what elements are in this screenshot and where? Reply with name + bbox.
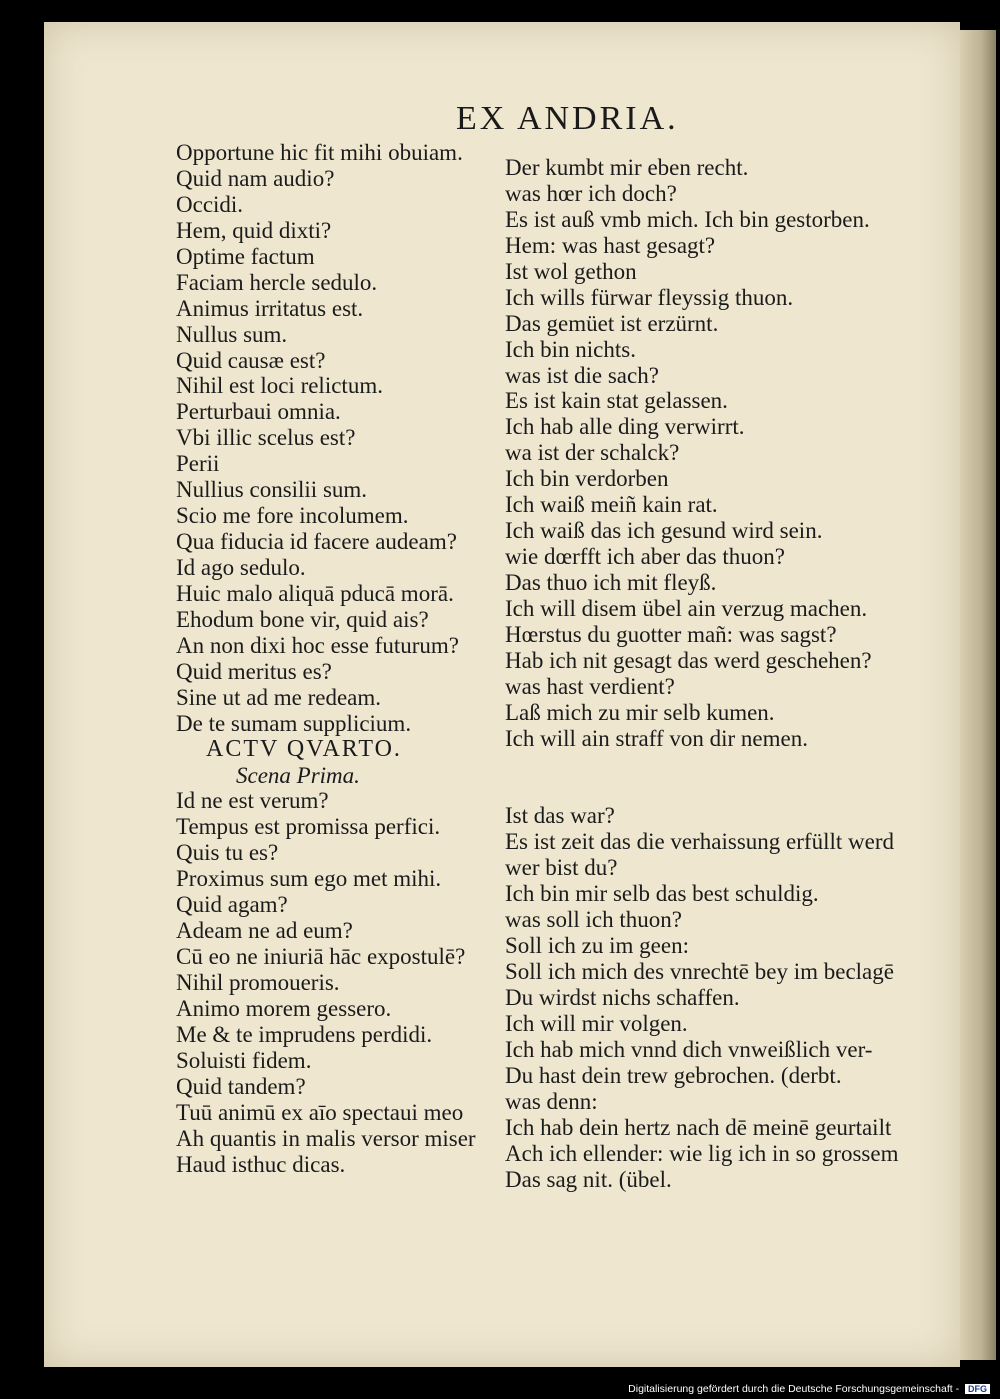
latin-line: Id ne est verum? <box>176 788 329 814</box>
german-line: Ist wol gethon <box>505 258 637 284</box>
german-line: Ich bin nichts. <box>505 336 636 362</box>
german-line: Es ist auß vmb mich. Ich bin gestorben. <box>505 206 870 232</box>
german-line: Das sag nit. (übel. <box>505 1166 672 1192</box>
latin-line: Huic malo aliquā pducā morā. <box>176 580 454 606</box>
latin-line: Me & te imprudens perdidi. <box>176 1021 433 1047</box>
latin-line: Nullus sum. <box>176 321 288 347</box>
german-line <box>505 752 945 778</box>
latin-line: Nullius consilii sum. <box>176 477 368 503</box>
latin-line: De te sumam supplicium. <box>176 710 412 736</box>
german-line: Ich waiß das ich gesund wird sein. <box>505 518 823 544</box>
latin-line: Opportune hic fit mihi obuiam. <box>176 140 463 165</box>
german-line: wie dœrfft ich aber das thuon? <box>505 544 785 570</box>
german-line: was hœr ich doch? <box>505 180 677 206</box>
latin-line: Quid agam? <box>176 892 288 918</box>
latin-line: Quid nam audio? <box>176 165 335 191</box>
german-line: Hœrstus du guotter mañ: was sagst? <box>505 621 837 647</box>
latin-line: Vbi illic scelus est? <box>176 425 356 451</box>
german-line: Ich will mir volgen. <box>505 1010 688 1036</box>
german-column <box>505 155 945 1193</box>
german-line: Soll ich zu im geen: <box>505 933 689 959</box>
german-line: was ist die sach? <box>505 362 659 388</box>
german-line: Du hast dein trew gebrochen. (derbt. <box>505 1062 842 1088</box>
german-line: Soll ich mich des vnrechtē bey im beclagē <box>505 959 894 985</box>
german-line: Ich wills fürwar fleyssig thuon. <box>505 284 794 310</box>
german-line: Das thuo ich mit fleyß. <box>505 570 717 595</box>
latin-line: Id ago sedulo. <box>176 555 306 580</box>
german-line: Ich bin verdorben <box>505 466 669 492</box>
latin-line: An non dixi hoc esse futurum? <box>176 632 459 658</box>
german-line: Ich waiß meiñ kain rat. <box>505 492 718 518</box>
latin-line: Tuū animū ex aīo spectaui meo <box>176 1099 464 1125</box>
german-line: Ich will disem übel ain verzug machen. <box>505 595 868 621</box>
latin-line: Soluisti fidem. <box>176 1047 312 1073</box>
german-line: Ich will ain straff von dir nemen. <box>505 725 808 751</box>
page-header: EX ANDRIA. <box>456 100 679 137</box>
german-line: Ich hab mich vnnd dich vnweißlich ver- <box>505 1036 873 1062</box>
german-line: Es ist kain stat gelassen. <box>505 388 728 414</box>
german-line: Ach ich ellender: wie lig ich in so grossem <box>505 1140 899 1166</box>
latin-line: Proximus sum ego met mihi. <box>176 866 442 892</box>
latin-line: Ah quantis in malis versor miser <box>176 1125 476 1151</box>
german-line: Ich hab alle ding verwirrt. <box>505 414 745 440</box>
latin-column <box>176 140 516 1178</box>
latin-line: Scena Prima. <box>236 762 360 788</box>
latin-line: Optime factum <box>176 243 315 269</box>
latin-line: Sine ut ad me redeam. <box>176 684 382 710</box>
latin-line: Animus irritatus est. <box>176 295 364 321</box>
latin-line: Quid meritus es? <box>176 658 332 684</box>
german-line: Der kumbt mir eben recht. <box>505 155 749 180</box>
latin-line: Ehodum bone vir, quid ais? <box>176 606 429 632</box>
latin-line: Nihil promoueris. <box>176 970 340 995</box>
latin-line: Adeam ne ad eum? <box>176 918 353 944</box>
german-line: Das gemüet ist erzürnt. <box>505 310 719 336</box>
german-line: Ich bin mir selb das best schuldig. <box>505 881 819 907</box>
latin-line: Animo morem gessero. <box>176 995 392 1021</box>
credit-text: Digitalisierung gefördert durch die Deutsche Forschungsgemeinschaft - <box>628 1383 960 1395</box>
german-line: was soll ich thuon? <box>505 907 682 933</box>
german-line: Ist das war? <box>505 803 615 829</box>
german-line <box>505 778 945 804</box>
latin-line: Occidi. <box>176 191 244 217</box>
german-line: was denn: <box>505 1088 598 1114</box>
german-line: wer bist du? <box>505 855 618 881</box>
latin-line: ACTV QVARTO. <box>206 735 402 762</box>
page-edge <box>960 30 996 1360</box>
latin-line: Faciam hercle sedulo. <box>176 269 378 295</box>
german-line: Hem: was hast gesagt? <box>505 232 716 258</box>
german-line: Hab ich nit gesagt das werd geschehen? <box>505 647 872 673</box>
german-line: Du wirdst nichs schaffen. <box>505 985 740 1010</box>
german-line: was hast verdient? <box>505 673 675 699</box>
latin-line: Hem, quid dixti? <box>176 217 332 243</box>
latin-line: Perturbaui omnia. <box>176 399 341 425</box>
german-line: Ich hab dein hertz nach dē meinē geurtailt <box>505 1114 892 1140</box>
footer-credit <box>628 1383 990 1395</box>
latin-line: Scio me fore incolumem. <box>176 503 409 529</box>
latin-line: Quid causæ est? <box>176 347 326 373</box>
german-line: Es ist zeit das die verhaissung erfüllt werd <box>505 829 894 855</box>
latin-line: Nihil est loci relictum. <box>176 373 383 399</box>
latin-line: Perii <box>176 451 220 477</box>
latin-line: Quis tu es? <box>176 840 279 866</box>
latin-line: Haud isthuc dicas. <box>176 1151 346 1177</box>
latin-line: Tempus est promissa perfici. <box>176 814 441 840</box>
latin-line: Quid tandem? <box>176 1073 306 1099</box>
german-line: wa ist der schalck? <box>505 440 680 466</box>
german-line: Laß mich zu mir selb kumen. <box>505 699 775 725</box>
dfg-logo: DFG <box>965 1384 990 1394</box>
latin-line: Cū eo ne iniuriā hāc expostulē? <box>176 944 466 970</box>
latin-line: Qua fiducia id facere audeam? <box>176 529 457 555</box>
